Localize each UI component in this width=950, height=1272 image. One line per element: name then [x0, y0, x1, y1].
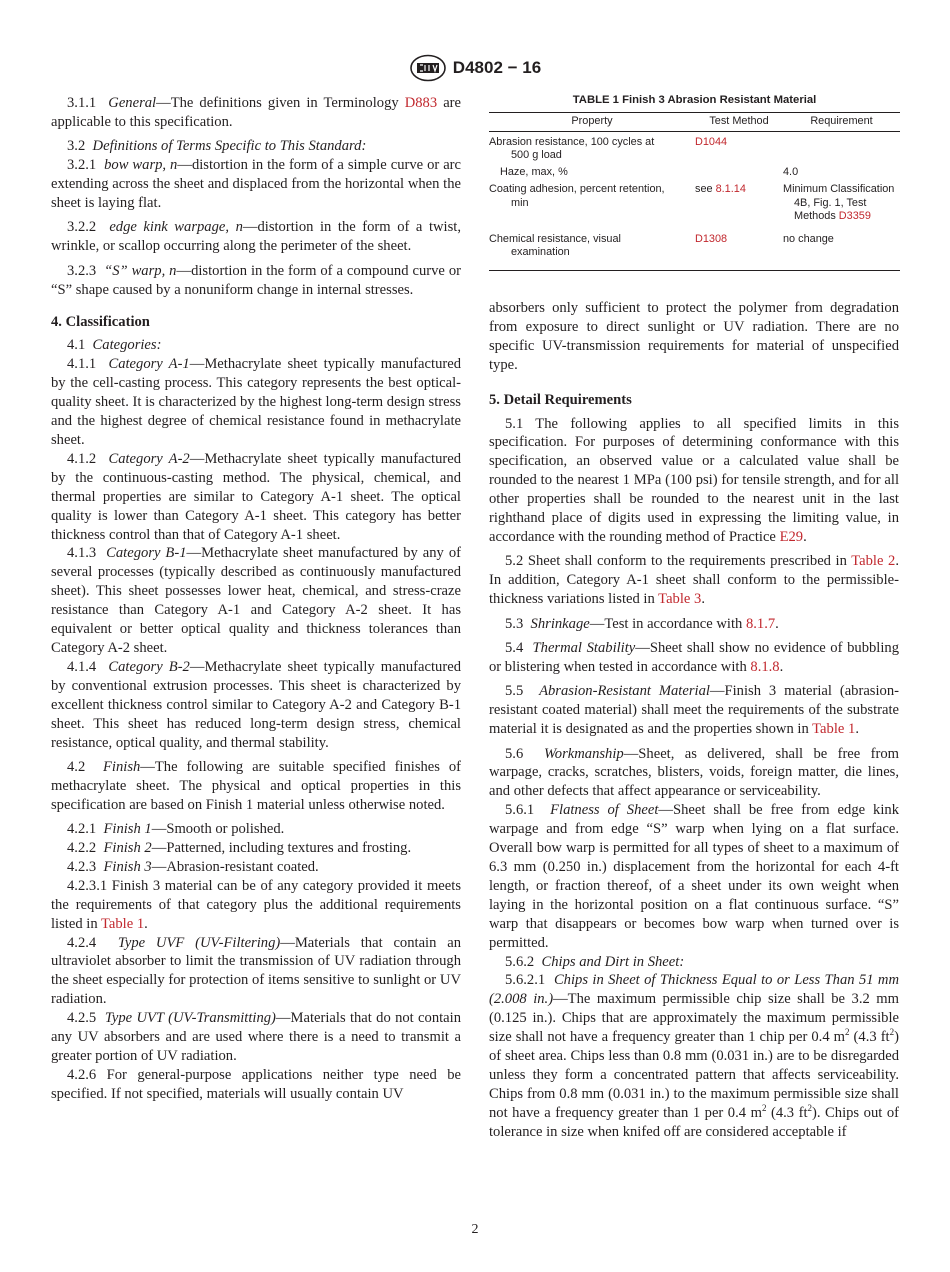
para-5-6: 5.6 Workmanship—Sheet, as delivered, shall be free from warpage, cracks, scratches, blisters, voids, foreign matter, die lines, and other defects that affect appearance or serviceability.: [489, 745, 899, 800]
para-4-2-2: 4.2.2 Finish 2—Patterned, including textures and frosting.: [67, 840, 412, 857]
para-5-6-2: 5.6.2 Chips and Dirt in Sheet:: [505, 953, 685, 970]
para-5-4: 5.4 Thermal Stability—Sheet shall show no evidence of bubbling or blistering when tested in accordance with 8.1.8.: [489, 640, 899, 675]
page-header: [0, 54, 950, 82]
para-5-3: 5.3 Shrinkage—Test in accordance with 8.1.7.: [505, 615, 779, 632]
para-5-6-2-1: 5.6.2.1 Chips in Sheet of Thickness Equal to or Less Than 51 mm (2.008 in.)—The maximum permissible chip size shall be 3.2 mm (0.125 in.). Chips that are approximately the maximum permissible size shall not have a frequency greater than 1 chip per 0.4 $m^2$ (4.3 $ft^2$) of sheet area. Chips less than 0.8 mm (0.031 in.) are to be disregarded unless they form a concentrated pattern that affects serviceability. Chips from 0.8 mm (0.031 in.) to the maximum permissible size shall not have a frequency greater than 1 per 0.4 $m^2$ (4.3 $ft^2$). Chips out of tolerance in size when knifed off are considered acceptable if: [489, 972, 900, 1140]
para-5-2: 5.2 Sheet shall conform to the requirements prescribed in Table 2. In addition, Category A-1 sheet shall conform to the permissible-thickness variations listed in Table 3.: [489, 553, 899, 608]
link-table-1[interactable]: Table 1: [101, 915, 145, 932]
section-5-heading: 5. Detail Requirements: [489, 391, 632, 408]
astm-logo-icon: [409, 54, 447, 82]
table-1: [489, 94, 900, 271]
link-8-1-8[interactable]: 8.1.8: [750, 658, 780, 675]
link-8-1-14[interactable]: 8.1.14: [715, 183, 746, 195]
link-table-2[interactable]: Table 2: [851, 553, 896, 570]
para-5-6-1: 5.6.1 Flatness of Sheet—Sheet shall be free from edge kink warpage and from edge “S” warp when lying on a flat surface. Overall bow warp is permitted for all types of sheet to a maximum of 6.3 mm (0.250 in.) displacement from the horizontal for each 4-ft length, or fraction thereof, of a sheet under its own weight when laying in the horizontal position on a flat continuous surface. “S” warp that disappears or becomes bow warp when turned over is permitted.: [489, 802, 899, 951]
para-4-1-3: 4.1.3 Category B-1—Methacrylate sheet manufactured by any of several processes (typically described as continuously manufactured sheet). This sheet possesses lower heat, chemical, and stress-craze resistance than Category A-1 and Category A-2 sheet. It has equivalent or better optical quality and thickness tolerances than Category A-2 sheet.: [51, 545, 461, 656]
page-number: 2: [471, 1222, 479, 1237]
link-d1044[interactable]: D1044: [695, 135, 728, 148]
para-4-2-4: 4.2.4 Type UVF (UV-Filtering)—Materials that contain an ultraviolet absorber to limit the transmission of UV radiation through the sheet especially for protection of items sensitive to sunlight or UV radiation.: [51, 934, 462, 1008]
para-4-1-2: 4.1.2 Category A-2—Methacrylate sheet typically manufactured by the continuous-casting method. The physical, chemical, and thermal properties are similar to Category A-1 sheet. The optical quality is lower than Category A-1 sheet. This category has better thickness control than that of Category A-1 sheet.: [51, 450, 461, 543]
para-3-2: 3.2 Definitions of Terms Specific to This Standard:: [67, 138, 367, 155]
right-column: [489, 299, 899, 1142]
para-3-1-1: 3.1.1 General—The definitions given in Terminology D883 are applicable to this specification.: [51, 95, 462, 130]
para-4-2-3-1: 4.2.3.1 Finish 3 material can be of any category provided it meets the requirements of that category plus the additional requirements listed in Table 1.: [51, 877, 461, 932]
para-4-2-5: 4.2.5 Type UVT (UV-Transmitting)—Materials that do not contain any UV absorbers and are used where there is a need to transmit a greater portion of UV radiation.: [51, 1010, 461, 1064]
para-4-2-1: 4.2.1 Finish 1—Smooth or polished.: [67, 821, 285, 838]
para-4-1-1: 4.1.1 Category A-1—Methacrylate sheet typically manufactured by the cell-casting process. This category represents the best optical-quality sheet. It is characterized by the highest long-term design stress and the highest degree of chemical resistance found in methacrylate sheet.: [51, 356, 461, 448]
section-4-heading: 4. Classification: [51, 313, 150, 330]
col-header-test-method: Test Method: [695, 113, 783, 132]
para-4-2-6-continued: absorbers only sufficient to protect the polymer from degradation from exposure to direct sunlight or UV radiation. There are no specific UV-transmission requirements for material of unspecified type.: [489, 300, 899, 373]
link-table-3[interactable]: Table 3: [658, 591, 702, 608]
table-row: Abrasion resistance, 100 cycles at 500 g load D1044: [489, 135, 728, 161]
left-column: [51, 94, 461, 1104]
table-caption: TABLE 1 Finish 3 Abrasion Resistant Material: [572, 94, 817, 106]
para-3-2-3: 3.2.3 “S” warp, n—distortion in the form of a compound curve or “S” shape caused by a nonuniform change in internal stresses.: [51, 262, 461, 298]
link-e29[interactable]: E29: [779, 528, 804, 545]
para-5-5: 5.5 Abrasion-Resistant Material—Finish 3 material (abrasion-resistant coated material) shall meet the requirements of the substrate material it is designated as and the properties shown in Table 1.: [489, 683, 899, 738]
para-4-1: 4.1 Categories:: [67, 337, 162, 354]
document-code: D4802 − 16: [452, 58, 542, 77]
para-4-2-6: 4.2.6 For general-purpose applications neither type need be specified. If not specified, materials will usually contain UV: [51, 1066, 461, 1102]
link-table-1[interactable]: Table 1: [812, 721, 856, 738]
para-4-2: 4.2 Finish—The following are suitable specified finishes of methacrylate sheet. The physical and optical properties in this specification are based on Finish 1 material unless otherwise noted.: [51, 758, 461, 813]
table-row: Coating adhesion, percent retention, min see 8.1.14 Minimum Classification 4B, Fig. 1, Test Methods D3359: [489, 183, 895, 222]
link-d3359[interactable]: D3359: [838, 210, 871, 222]
col-header-property: Property: [489, 113, 695, 132]
para-4-1-4: 4.1.4 Category B-2—Methacrylate sheet typically manufactured by conventional extrusion processes. This sheet is characterized by excellent thickness control similar to Category A-2 and Category B-1 sheet. This sheet has reduced long-term design stress, chemical resistance, optical quality, and thermal stability.: [51, 658, 461, 751]
para-4-2-3: 4.2.3 Finish 3—Abrasion-resistant coated.: [67, 858, 319, 875]
table-row: Haze, max, % 4.0: [500, 165, 799, 178]
col-header-requirement: Requirement: [783, 113, 900, 132]
link-8-1-7[interactable]: 8.1.7: [745, 615, 776, 632]
para-3-2-2: 3.2.2 edge kink warpage, n—distortion in the form of a twist, wrinkle, or scallop occurring along the perimeter of the sheet.: [51, 219, 461, 255]
para-5-1: 5.1 The following applies to all specified limits in this specification. For purposes of determining conformance with this specification, an observed value or a calculated value shall be rounded to the nearest 1 MPa (100 psi) for tensile strength, and for all other properties shall be rounded to the nearest unit in the last righthand place of digits used in expressing the limiting value, in accordance with the rounding method of Practice E29.: [489, 415, 899, 545]
link-d883[interactable]: D883: [404, 95, 438, 111]
para-3-2-1: 3.2.1 bow warp, n—distortion in the form of a simple curve or arc extending across the sheet and displaced from the horizontal when the sheet is laying flat.: [51, 157, 462, 212]
table-row: Chemical resistance, visual examination D1308 no change: [489, 227, 900, 271]
link-d1308[interactable]: D1308: [695, 232, 728, 245]
table-header-row: [489, 113, 900, 132]
